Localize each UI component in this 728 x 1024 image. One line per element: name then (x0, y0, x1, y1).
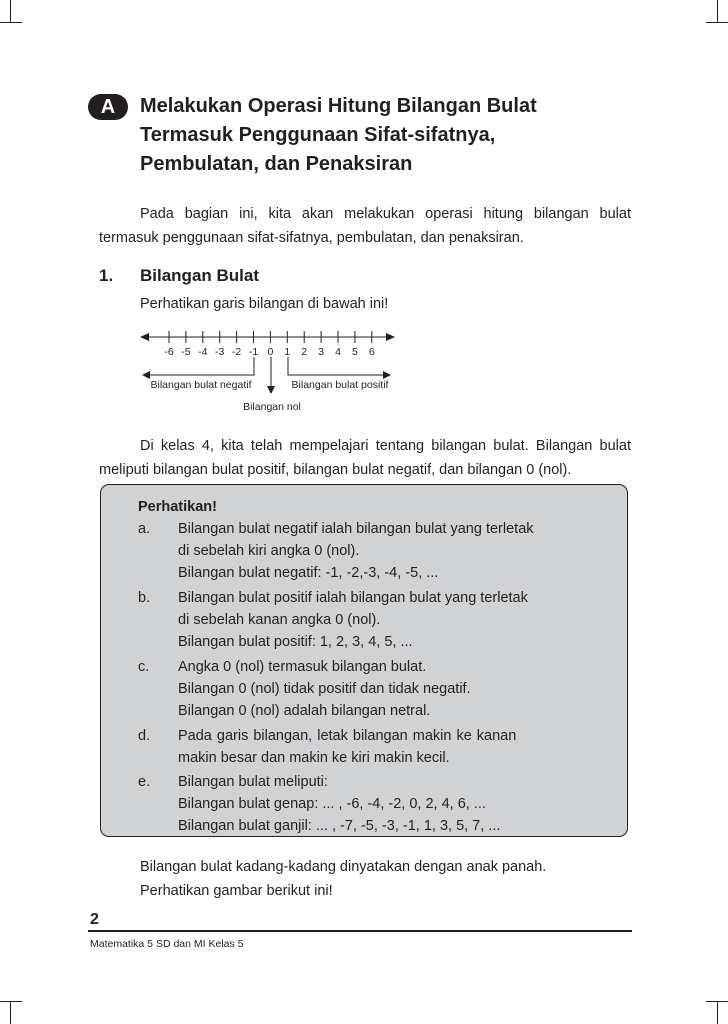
closing-line: Bilangan bulat kadang-kadang dinyatakan dengan anak panah. (140, 859, 547, 875)
crop-mark (706, 1001, 728, 1002)
section-badge: A (88, 94, 128, 120)
arrow-left-icon (140, 333, 149, 341)
number-line-tick-label: 1 (284, 346, 291, 358)
note-item-label: b. (138, 590, 151, 606)
crop-mark (10, 0, 11, 22)
note-item-line: Pada garis bilangan, letak bilangan makin ke kanan (178, 728, 517, 744)
section-title (140, 92, 660, 179)
negative-bracket (147, 357, 254, 375)
number-line-tick-label: 6 (368, 346, 375, 358)
closing-line: Perhatikan gambar berikut ini! (140, 883, 333, 899)
note-box-title: Perhatikan! (138, 499, 217, 515)
arrow-left-icon (142, 371, 150, 379)
note-item-line: Bilangan bulat ganjil: ... , -7, -5, -3, -1, 1, 3, 5, 7, ... (178, 818, 501, 834)
note-item-label: d. (138, 728, 151, 744)
crop-mark (0, 1001, 22, 1002)
footer-book-title: Matematika 5 SD dan MI Kelas 5 (90, 938, 244, 950)
crop-mark (717, 0, 718, 22)
note-item-line: Bilangan bulat negatif: -1, -2,-3, -4, -5, ... (178, 565, 439, 581)
note-item-line: Bilangan bulat genap: ... , -6, -4, -2, 0, 2, 4, 6, ... (178, 796, 486, 812)
instruction-text: Perhatikan garis bilangan di bawah ini! (140, 296, 389, 312)
number-line-tick-label: -6 (164, 346, 174, 358)
note-item-line: di sebelah kanan angka 0 (nol). (178, 612, 381, 628)
section-title-line: Termasuk Penggunaan Sifat-sifatnya, (140, 124, 496, 146)
section-title-line: Melakukan Operasi Hitung Bilangan Bulat (140, 95, 537, 117)
note-item-line: makin besar dan makin ke kiri makin kecil. (178, 750, 450, 766)
number-line-tick-label: 3 (318, 346, 325, 358)
label-positive: Bilangan bulat positif (291, 379, 389, 391)
note-item-label: e. (138, 774, 151, 790)
note-item-line: Bilangan bulat negatif ialah bilangan bulat yang terletak (178, 521, 534, 537)
number-line-tick-label: 5 (351, 346, 358, 358)
number-line-tick-label: 4 (335, 346, 341, 358)
page-number: 2 (90, 911, 99, 928)
note-item-line: Bilangan bulat meliputi: (178, 774, 328, 790)
number-line-tick-label: -5 (181, 346, 191, 358)
number-line-tick-label: -3 (215, 346, 225, 358)
note-item-label: c. (138, 659, 150, 675)
positive-bracket (288, 357, 386, 375)
number-line-tick-label: -2 (231, 346, 242, 358)
crop-mark (10, 1002, 11, 1024)
intro-paragraph: Pada bagian ini, kita akan melakukan operasi hitung bilangan bulat termasuk penggunaan sifat-sifatnya, pembulatan, dan penaksiran. (99, 206, 631, 246)
crop-mark (717, 1002, 718, 1024)
note-item-line: Bilangan 0 (nol) adalah bilangan netral. (178, 703, 431, 719)
note-item-line: Angka 0 (nol) termasuk bilangan bulat. (178, 659, 427, 675)
label-negative: Bilangan bulat negatif (150, 379, 252, 391)
number-line-figure (0, 322, 728, 422)
footer-rule (88, 930, 632, 932)
section-title-line: Pembulatan, dan Penaksiran (140, 153, 413, 175)
note-item-line: Bilangan bulat positif: 1, 2, 3, 4, 5, ... (178, 634, 413, 650)
subsection-number: 1. (99, 266, 114, 285)
number-line-tick-label: 2 (301, 346, 308, 358)
crop-mark (706, 22, 728, 23)
arrow-right-icon (386, 333, 395, 341)
number-line-tick-label: 0 (267, 346, 274, 358)
paragraph-2: Di kelas 4, kita telah mempelajari tentang bilangan bulat. Bilangan bulat meliputi bilangan bulat positif, bilangan bulat negatif, dan bilangan 0 (nol). (99, 438, 631, 478)
arrow-down-icon (267, 386, 275, 394)
number-line-tick-label: -1 (248, 346, 259, 358)
subsection-title: Bilangan Bulat (140, 266, 260, 285)
arrow-right-icon (383, 371, 391, 379)
label-zero: Bilangan nol (243, 401, 301, 413)
number-line-tick-label: -4 (198, 346, 208, 358)
note-item-label: a. (138, 521, 151, 537)
note-item-line: di sebelah kiri angka 0 (nol). (178, 543, 360, 559)
note-item-line: Bilangan 0 (nol) tidak positif dan tidak negatif. (178, 681, 471, 697)
crop-mark (0, 22, 22, 23)
note-item-line: Bilangan bulat positif ialah bilangan bulat yang terletak (178, 590, 528, 606)
